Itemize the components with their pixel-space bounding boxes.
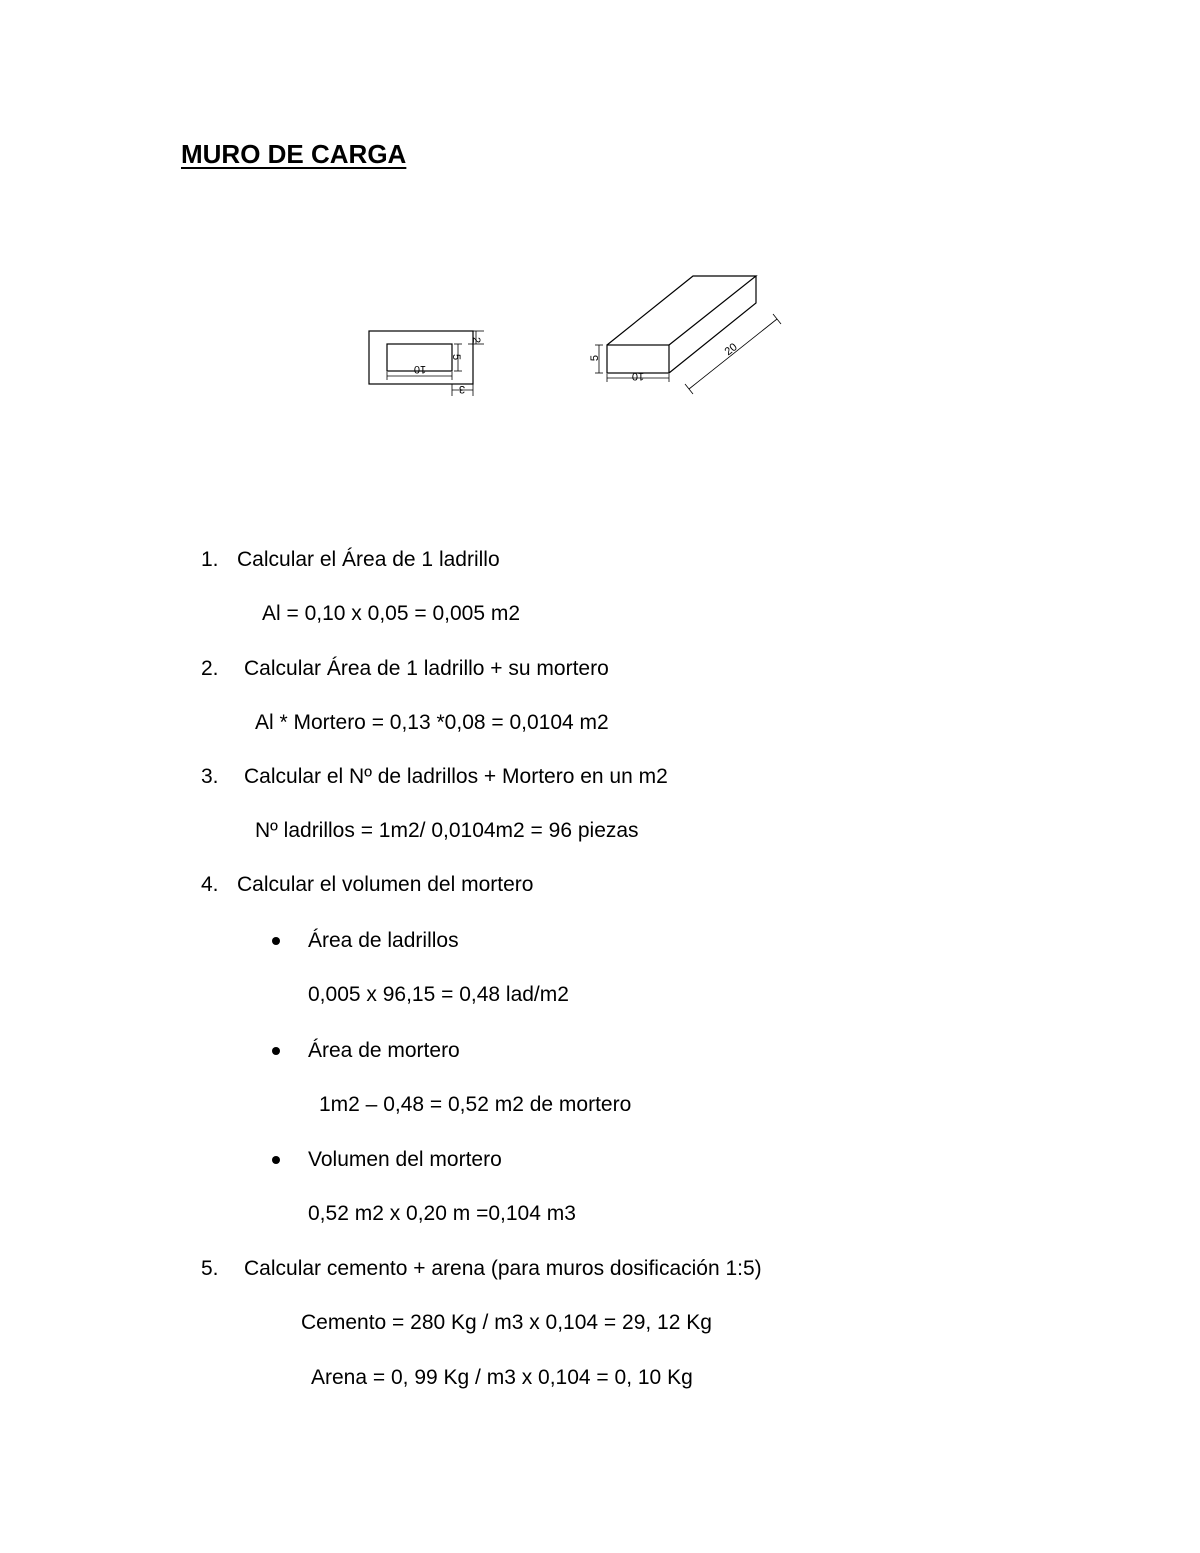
step-5-text: Calcular cemento + arena (para muros dosificación 1:5): [244, 1257, 762, 1280]
iso-length-label: 20: [722, 341, 740, 359]
step-1-formula: Al = 0,10 x 0,05 = 0,005 m2: [262, 602, 521, 625]
front-top-joint-label: 2: [470, 336, 482, 344]
step-1-number: 1.: [201, 548, 219, 571]
step-5-arena-formula: Arena = 0, 99 Kg / m3 x 0,104 = 0, 10 Kg: [311, 1366, 693, 1389]
step-3-formula: Nº ladrillos = 1m2/ 0,0104m2 = 96 piezas: [255, 819, 639, 842]
brick-front-view-diagram: [360, 320, 490, 400]
step-5-cemento-formula: Cemento = 280 Kg / m3 x 0,104 = 29, 12 Kg: [301, 1311, 712, 1334]
brick-isometric-diagram: [585, 268, 790, 398]
step-3-text: Calcular el Nº de ladrillos + Mortero en un m2: [244, 765, 668, 788]
sub-item-1-calc: 0,005 x 96,15 = 0,48 lad/m2: [308, 983, 569, 1006]
front-width-label: 10: [413, 363, 427, 375]
step-3-number: 3.: [201, 765, 219, 788]
step-5-number: 5.: [201, 1257, 219, 1280]
step-5: [201, 1256, 762, 1282]
sub-item-2-calc: 1m2 – 0,48 = 0,52 m2 de mortero: [319, 1093, 632, 1116]
step-2: [201, 656, 609, 682]
page-title: MURO DE CARGA: [181, 139, 407, 169]
step-4-text: Calcular el volumen del mortero: [237, 873, 534, 896]
bullet-icon: [272, 1047, 280, 1055]
bullet-icon: [272, 1156, 280, 1164]
sub-item-1-label: Área de ladrillos: [308, 929, 459, 952]
step-2-formula: Al * Mortero = 0,13 *0,08 = 0,0104 m2: [255, 711, 609, 734]
sub-item-3-calc: 0,52 m2 x 0,20 m =0,104 m3: [308, 1202, 576, 1225]
step-2-number: 2.: [201, 657, 219, 680]
step-4: [201, 872, 534, 898]
iso-height-label: 5: [589, 354, 601, 362]
step-2-text: Calcular Área de 1 ladrillo + su mortero: [244, 657, 609, 680]
step-4-number: 4.: [201, 873, 219, 896]
iso-width-label: 10: [631, 370, 645, 382]
bullet-icon: [272, 937, 280, 945]
sub-item-2-label: Área de mortero: [308, 1039, 460, 1062]
step-1: [201, 547, 500, 573]
step-3: [201, 764, 668, 790]
step-1-text: Calcular el Área de 1 ladrillo: [237, 548, 500, 571]
front-height-label: 5: [450, 353, 462, 361]
sub-item-3-label: Volumen del mortero: [308, 1148, 502, 1171]
front-bottom-joint-label: 3: [458, 383, 466, 395]
